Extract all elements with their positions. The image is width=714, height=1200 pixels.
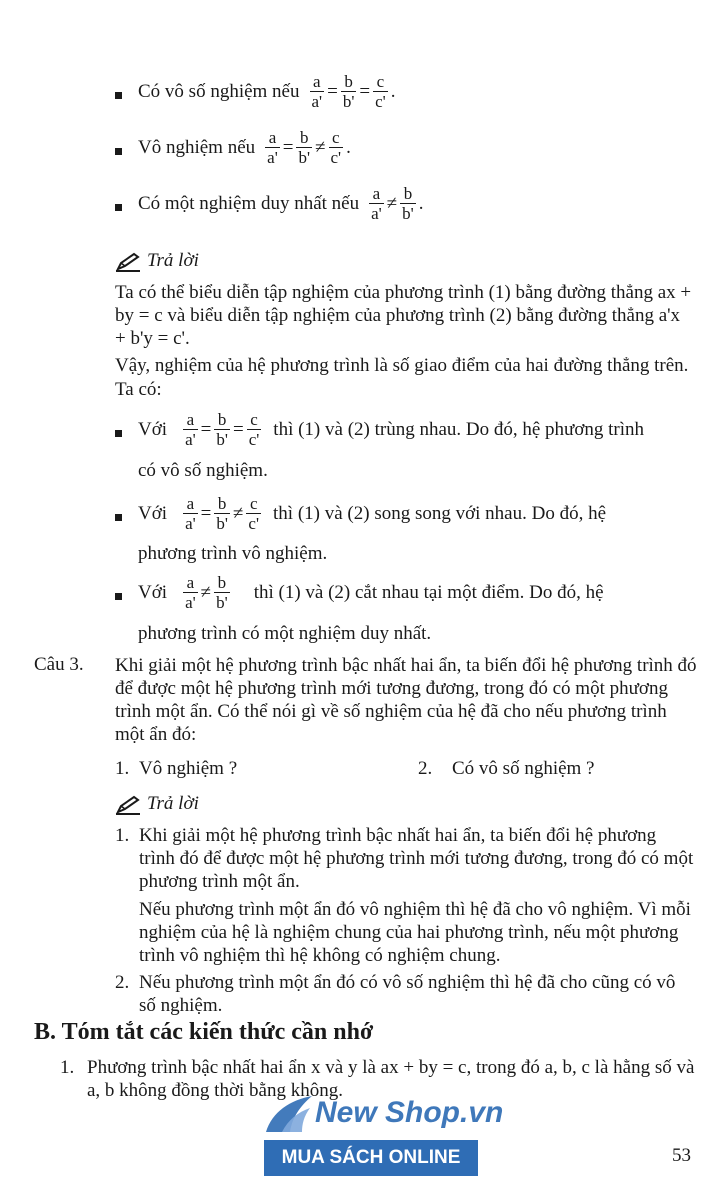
answer-paragraph: Ta có thể biểu diễn tập nghiệm của phương trình (1) bằng đường thẳng ax + by = c và biểu diễn tập nghiệm của phương trình (2) bằng đường thẳng a'x + b'y = c'. (115, 282, 692, 349)
fraction: $\frac{a}{a'}$ (371, 184, 382, 223)
answer-case-line2: phương trình có một nghiệm duy nhất. (138, 623, 432, 644)
fraction: $\frac{b}{b'}$ (216, 410, 228, 449)
answer-paragraph: Nếu phương trình một ẩn đó có vô số nghiệm thì hệ đã cho cũng có vô số nghiệm. (139, 972, 676, 1016)
bullet (115, 148, 122, 155)
fraction: $\frac{a}{a'}$ (267, 128, 278, 167)
answer-case-line2: có vô số nghiệm. (138, 460, 268, 481)
question-option-number: 2. (418, 758, 433, 779)
fraction: $\frac{a}{a'}$ (185, 573, 196, 612)
section-paragraph: Phương trình bậc nhất hai ẩn x và y là ax + by = c, trong đó a, b, c là hằng số và a, b không đồng thời bằng không. (87, 1057, 695, 1101)
fraction: $\frac{c}{c'}$ (248, 494, 260, 533)
answer-label: Trả lời (147, 250, 199, 271)
question-option: Có vô số nghiệm ? (452, 758, 595, 779)
case-text: Có vô số nghiệm nếu (138, 80, 300, 102)
fraction: $\frac{b}{b'}$ (216, 573, 228, 612)
fraction: $\frac{b}{b'}$ (216, 494, 228, 533)
question-option: Vô nghiệm ? (139, 758, 238, 779)
page-number: 53 (672, 1145, 691, 1166)
fraction: $\frac{b}{b'}$ (402, 184, 414, 223)
case-infinite-solutions: Có vô số nghiệm nếu $\frac{a}{a'}$ = $\frac{b}{b'}$ = $\frac{c}{c'}$ . (138, 72, 396, 111)
fraction: $\frac{a}{a'}$ (311, 72, 323, 111)
question-option-number: 1. (115, 758, 130, 779)
fraction: $\frac{a}{a'}$ (185, 410, 196, 449)
buy-online-badge[interactable]: MUA SÁCH ONLINE (264, 1140, 478, 1176)
question-text: Khi giải một hệ phương trình bậc nhất hai ẩn, ta biến đổi hệ phương trình đó để được một hệ phương trình mới tương đương, trong đó có một phương trình một ẩn. Có thể nói gì về số nghiệm của hệ đã cho nếu phương trình một ẩn đó: (115, 655, 697, 745)
answer-case-intersect: Với $\frac{a}{a'}$ ≠ $\frac{b}{b'}$ thì (1) và (2) cắt nhau tại một điểm. Do đó, hệ (138, 573, 604, 612)
section-title: B. Tóm tắt các kiến thức cần nhớ (34, 1019, 374, 1045)
bullet (115, 204, 122, 211)
answer-paragraph: Khi giải một hệ phương trình bậc nhất hai ẩn, ta biến đổi hệ phương trình đó để được một hệ phương trình mới tương đương, trong đó có một phương trình một ẩn. (139, 825, 694, 892)
fraction: $\frac{c}{c'}$ (375, 72, 386, 111)
bullet (115, 593, 122, 600)
fraction: $\frac{b}{b'}$ (342, 72, 355, 111)
case-text: Có một nghiệm duy nhất nếu (138, 192, 360, 214)
bullet (115, 430, 122, 437)
case-unique-solution: Có một nghiệm duy nhất nếu $\frac{a}{a'}$ ≠ $\frac{b}{b'}$ . (138, 184, 424, 223)
answer-case-parallel: Với $\frac{a}{a'}$ = $\frac{b}{b'}$ ≠ $\frac{c}{c'}$ thì (1) và (2) song song với nhau. Do đó, hệ (138, 494, 607, 533)
answer-paragraph: Ta có: (115, 379, 162, 400)
bullet (115, 92, 122, 99)
bullet (115, 514, 122, 521)
fraction: $\frac{a}{a'}$ (185, 494, 196, 533)
answer-heading (115, 793, 199, 815)
list-number: 1. (115, 825, 130, 846)
list-number: 2. (115, 972, 130, 993)
case-text: Vô nghiệm nếu (138, 136, 256, 158)
fraction: $\frac{c}{c'}$ (248, 410, 260, 449)
answer-heading (115, 250, 199, 272)
answer-case-coincident: Với $\frac{a}{a'}$ = $\frac{b}{b'}$ = $\frac{c}{c'}$ thì (1) và (2) trùng nhau. Do đó, hệ phương trình (138, 410, 645, 449)
question-label: Câu 3. (34, 654, 84, 675)
fraction: $\frac{b}{b'}$ (298, 128, 311, 167)
answer-paragraph: Vậy, nghiệm của hệ phương trình là số giao điểm của hai đường thẳng trên. (115, 355, 689, 376)
fraction: $\frac{c}{c'}$ (330, 128, 342, 167)
case-no-solution: Vô nghiệm nếu $\frac{a}{a'}$ = $\frac{b}{b'}$ ≠ $\frac{c}{c'}$ . (138, 128, 351, 167)
answer-case-line2: phương trình vô nghiệm. (138, 543, 328, 564)
answer-paragraph: Nếu phương trình một ẩn đó vô nghiệm thì hệ đã cho vô nghiệm. Vì mỗi nghiệm của hệ là nghiệm chung của hai phương trình, nếu một phương trình vô nghiệm thì hệ không có nghiệm chung. (139, 899, 691, 966)
newshop-logo-text: New Shop.vn (315, 1096, 504, 1129)
list-number: 1. (60, 1057, 75, 1078)
pencil-icon (115, 795, 141, 815)
pencil-icon (115, 252, 141, 272)
answer-label: Trả lời (147, 793, 199, 814)
